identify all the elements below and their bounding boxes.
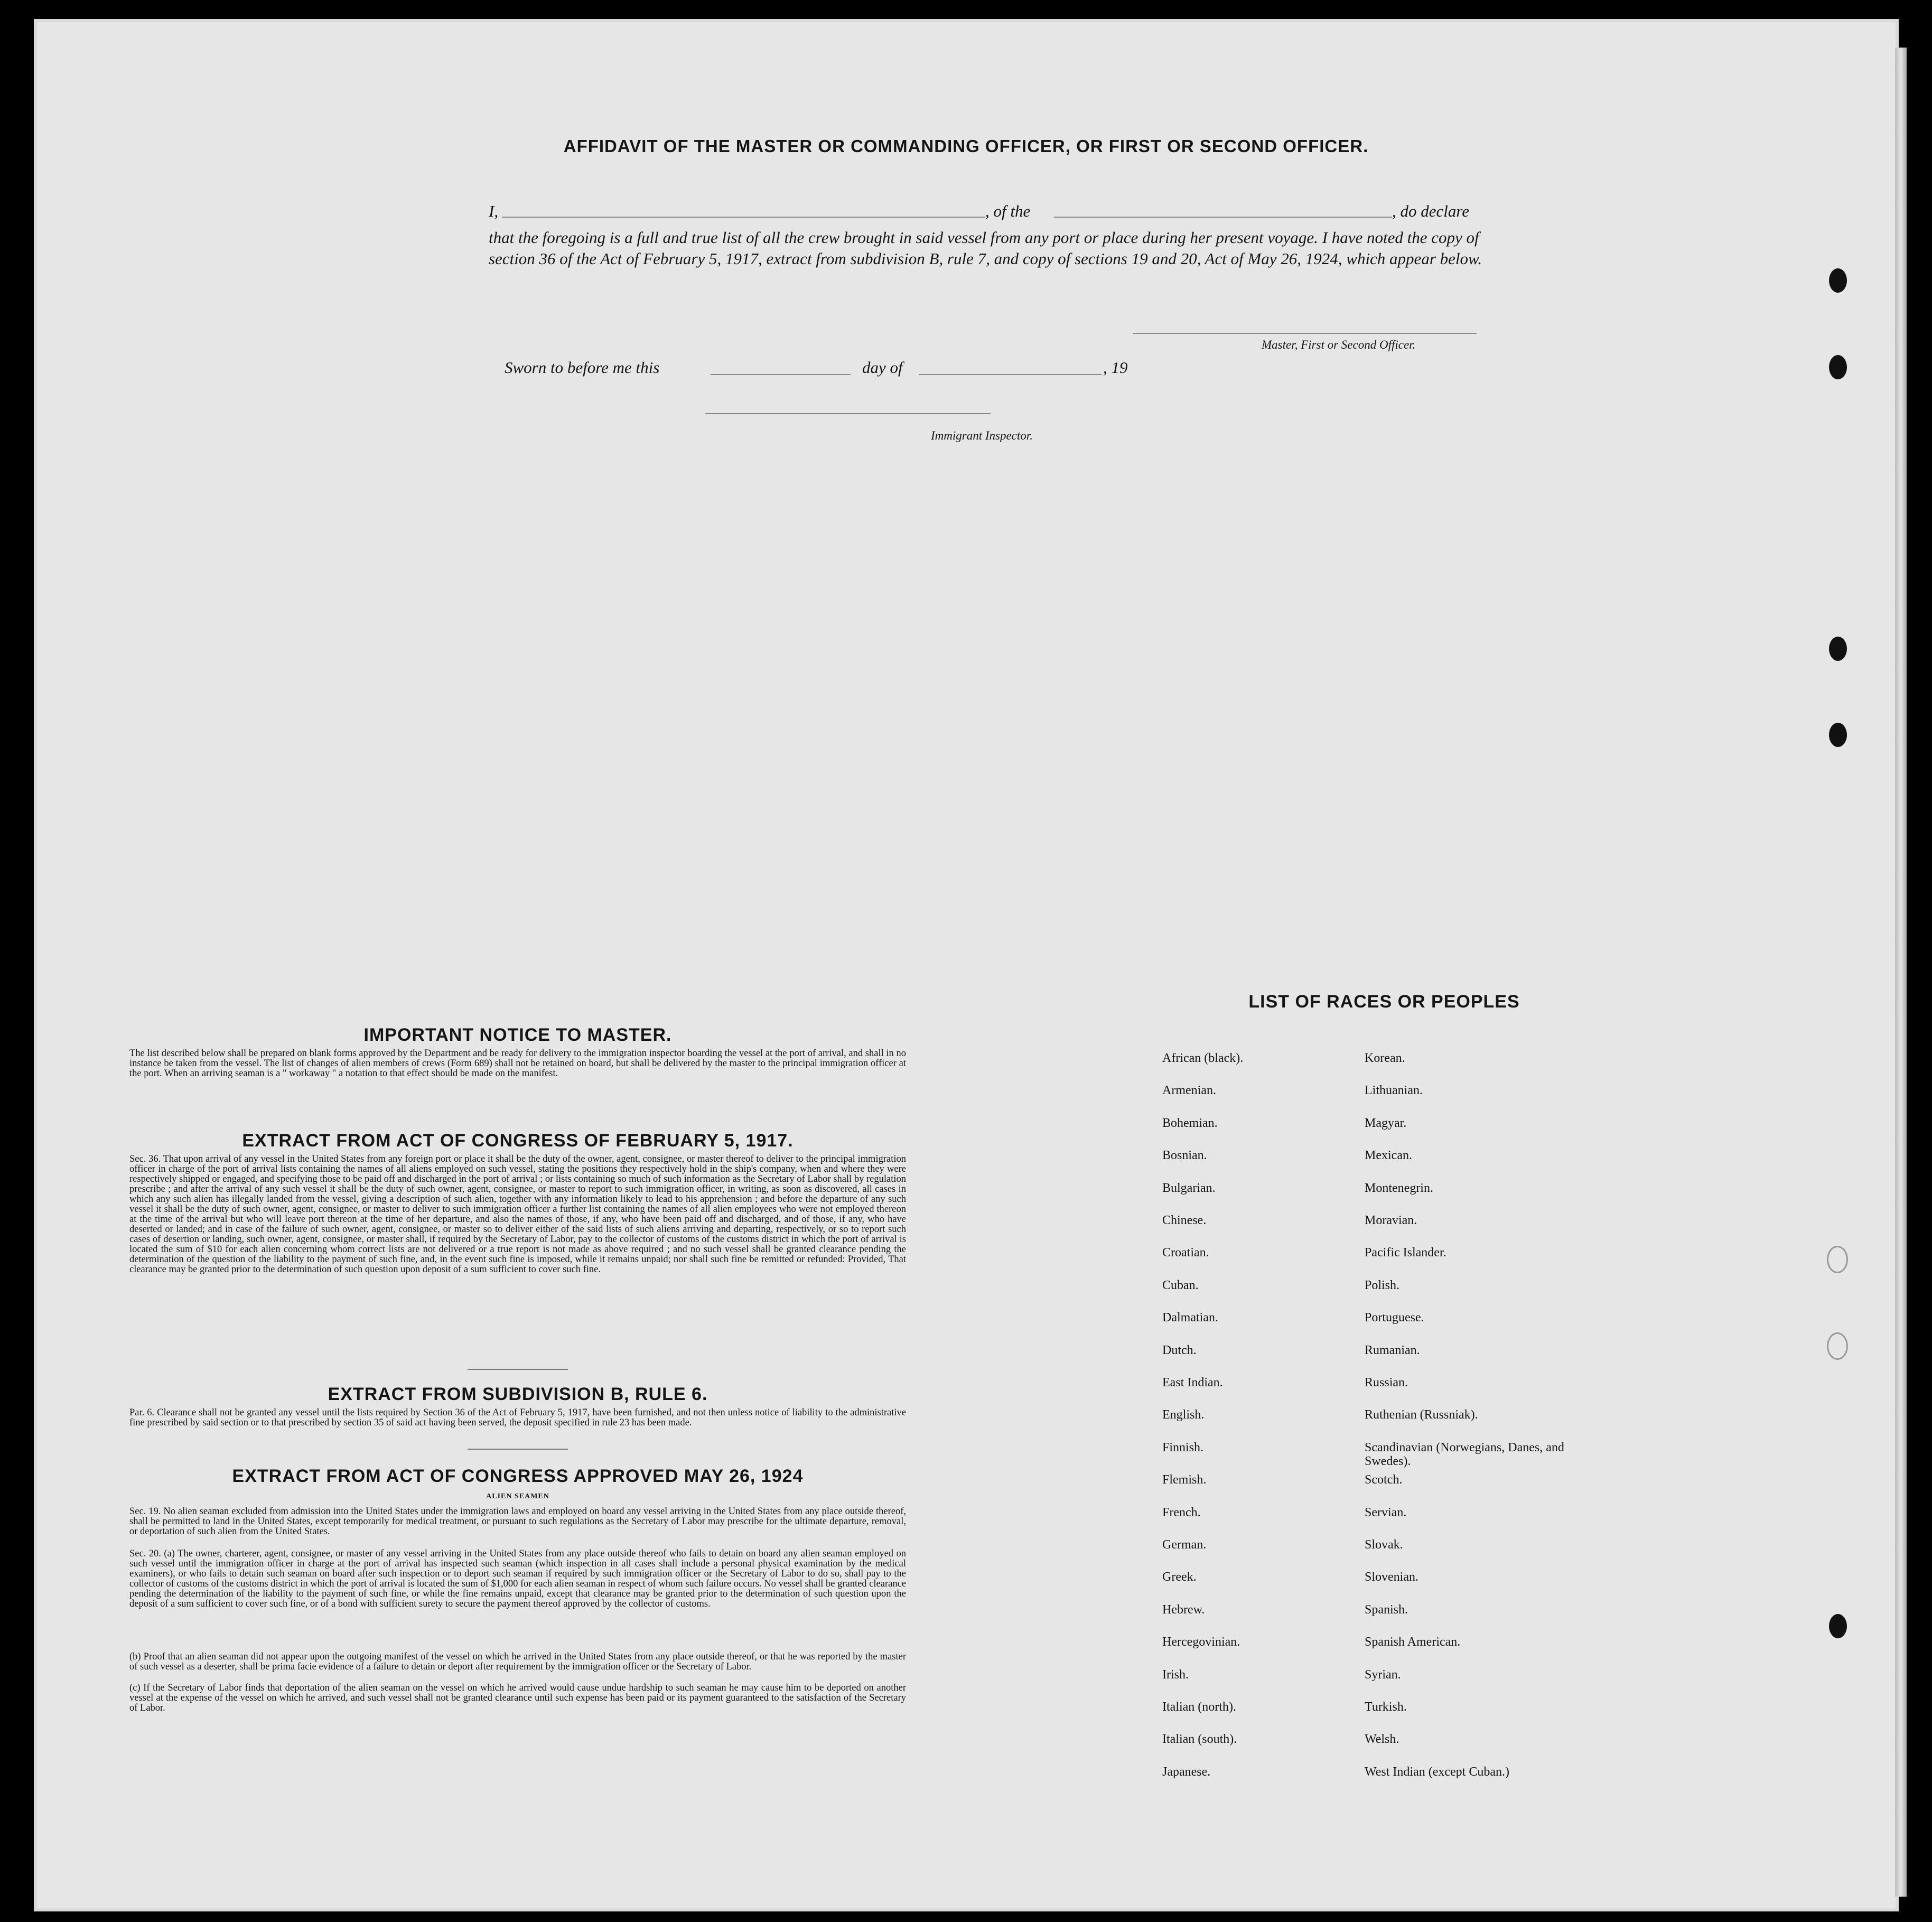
act1924-sec20b: (b) Proof that an alien seaman did not appear upon the outgoing manifest of the vessel on which he arrived in the United States from any place outside thereof, or that he was reported by the master of such vessel as a deserter, shall be prima facie evidence of a failure to detain or deport after requirement by the immigration officer or the Secretary of Labor. [129,1652,906,1672]
sworn-label: Sworn to before me this [505,358,660,377]
punch-hole [1827,1332,1848,1360]
race-item: Syrian. [1365,1667,1401,1682]
race-item: Hercegovinian. [1162,1635,1240,1649]
act1924-subtitle: ALIEN SEAMEN [486,1492,549,1500]
inspector-signature-line[interactable] [705,413,991,414]
race-item: Greek. [1162,1570,1197,1584]
affidavit-declare: , do declare [1392,202,1470,220]
page-edge [1895,48,1907,1897]
race-item: Montenegrin. [1365,1181,1433,1195]
affidavit-title: AFFIDAVIT OF THE MASTER OR COMMANDING OFFICER, OR FIRST OR SECOND OFFICER. [563,136,1369,156]
notice-title: IMPORTANT NOTICE TO MASTER. [363,1025,672,1045]
year-label: , 19 [1103,358,1128,377]
race-item: Russian. [1365,1376,1408,1389]
race-item: Chinese. [1162,1214,1207,1227]
race-item: Slovenian. [1365,1570,1418,1584]
race-item: Bosnian. [1162,1149,1207,1163]
race-item: Polish. [1365,1278,1400,1292]
race-item: Scotch. [1365,1473,1403,1487]
act1924-sec19: Sec. 19. No alien seaman excluded from admission into the United States under the immigration laws and employed on board any vessel arriving in the United States from any place outside thereof, shall be permitted to land in the United States, except temporarily for medical treatment, or pursuant to such regulations as the Secretary of Labor may prescribe for the ultimate departure, removal, or deportation of such alien from the United States. [129,1506,906,1537]
name-blank[interactable] [502,217,985,218]
race-item: Welsh. [1365,1732,1399,1747]
race-item: Spanish. [1365,1602,1408,1617]
race-item: Spanish American. [1365,1635,1461,1649]
race-item: Japanese. [1162,1765,1211,1779]
master-signature-line[interactable] [1133,333,1477,334]
act1924-sec20c: (c) If the Secretary of Labor finds that deportation of the alien seaman on the vessel on which he arrived would cause undue hardship to such seaman he may cause him to be deported on another vessel at the expense of the vessel on which he arrived, and such vessel shall not be granted clearance until such expense has been paid or its payment guaranteed to the satisfaction of the Secretary of Labor. [129,1683,906,1713]
race-item: Irish. [1162,1667,1189,1682]
punch-hole [1829,637,1847,661]
race-item: Pacific Islander. [1365,1246,1446,1260]
punch-hole [1827,1246,1848,1273]
act1924-sec20a: Sec. 20. (a) The owner, charterer, agent, consignee, or master of any vessel arriving in the United States from any place outside thereof who fails to detain on board any alien seaman employed on such vessel until the immigration officer in charge at the port of arrival has inspected such seaman (which inspection in all cases shall include a personal physical examination by the medical examiners), or who fails to detain such seaman on board after such inspection or to deport such seaman if required by such immigration officer or the Secretary of Labor to do so, shall pay to the collector of customs of the customs district in which the port of arrival is located the sum of $1,000 for each alien seaman in respect of whom such failure occurs. No vessel shall be granted clearance pending the determination of the liability to the payment of such fine, or while the fine remains unpaid, except that clearance may be granted prior to the determination of such question upon the deposit of a sum sufficient to cover such fine, or of a bond with sufficient surety to secure the payment thereof approved by the collector of customs. [129,1548,906,1609]
punch-hole [1829,723,1847,747]
section-divider [468,1369,568,1370]
day-of-label: day of [862,358,903,377]
document-page [37,22,1896,1908]
section-divider [468,1449,568,1450]
race-item: West Indian (except Cuban.) [1365,1765,1509,1779]
race-item: Scandinavian (Norwegians, Danes, and Swedes). [1365,1440,1564,1468]
race-item: Dalmatian. [1162,1311,1218,1325]
inspector-label: Immigrant Inspector. [931,429,1033,442]
affidavit-body: that the foregoing is a full and true list of all the crew brought in said vessel from any port or place during her present voyage. I have noted the copy of section 36 of the Act of February 5, 1917, extract from subdivision B, rule 7, and copy of sections 19 and 20, Act of May 26, 1924, which appear below. [489,228,1482,268]
punch-hole [1829,355,1847,379]
race-item: Bohemian. [1162,1116,1218,1130]
race-item: Mexican. [1365,1149,1412,1163]
notice-text: The list described below shall be prepared on blank forms approved by the Department and be ready for delivery to the immigration inspector boarding the vessel at the port of arrival, and shall in no instance be taken from the vessel. The list of changes of alien members of crews (Form 689) shall not be retained on board, but shall be delivered by the master to the principal immigration officer at the port. When an arriving seaman is a " workaway " a notation to that effect should be made on the manifest. [129,1048,906,1079]
race-item: Dutch. [1162,1343,1197,1357]
race-item: Lithuanian. [1365,1084,1423,1098]
punch-hole [1829,268,1847,293]
vessel-blank[interactable] [1054,217,1392,218]
race-item: Bulgarian. [1162,1181,1216,1195]
race-item: Armenian. [1162,1084,1216,1098]
master-signature-label: Master, First or Second Officer. [1262,338,1416,351]
sworn-month-blank[interactable] [919,374,1102,375]
race-item: French. [1162,1505,1201,1519]
race-item: East Indian. [1162,1376,1223,1389]
race-item: Portuguese. [1365,1311,1424,1325]
race-item: Italian (south). [1162,1732,1237,1747]
race-item: African (black). [1162,1051,1244,1065]
race-item: Finnish. [1162,1440,1204,1454]
race-item: Italian (north). [1162,1700,1236,1714]
act1924-title: EXTRACT FROM ACT OF CONGRESS APPROVED MAY 26, 1924 [232,1466,804,1486]
race-item: Turkish. [1365,1700,1407,1714]
act1917-text: Sec. 36. That upon arrival of any vessel in the United States from any foreign port or place it shall be the duty of the owner, agent, consignee, or master thereof to deliver to the principal immigration officer in charge of the port of arrival lists containing the names of all aliens employed on such vessel, stating the positions they respectively hold in the ship's company, when and where they were respectively shipped or engaged, and specifying those to be paid off and discharged in the port of arrival ; or lists containing so much of such information as the Secretary of Labor shall by regulation prescribe ; and after the arrival of any such vessel it shall be the duty of such owner, agent, consignee, or master to report to such immigration officer, in writing, as soon as discovered, all cases in which any such alien has illegally landed from the vessel, giving a description of such alien, together with any information likely to lead to his apprehension ; and before the departure of any such vessel it shall be the duty of such owner, agent, consignee, or master to deliver to such immigration officer a further list containing the names of all alien employees who were not employed thereon at the time of the arrival but who will leave port thereon at the time of her departure, and also the names of those, if any, who have been paid off and discharged, and of those, if any, who have deserted or landed; and in case of the failure of such owner, agent, consignee, or master so to deliver either of the said lists of such aliens arriving and departing, respectively, or so to report such cases of desertion or landing, such owner, agent, consignee, or master shall, if required by the Secretary of Labor, pay to the collector of customs of the customs district in which the port of arrival is located the sum of $10 for each alien concerning whom correct lists are not delivered or a true report is not made as above required ; and no such vessel shall be granted clearance pending the determination of the question of the liability to the payment of such fine, and, in the event such fine is imposed, while it remains unpaid; nor shall such fine be remitted or refunded: Provided, That clearance may be granted prior to the determination of such question upon deposit of a sum sufficient to cover such fine. [129,1154,906,1275]
race-item: Hebrew. [1162,1602,1205,1617]
race-item: Servian. [1365,1505,1407,1519]
race-item: English. [1162,1408,1205,1422]
race-item: Cuban. [1162,1278,1199,1292]
affidavit-of-the: , of the [985,202,1031,220]
race-item: Moravian. [1365,1214,1417,1227]
rule6-title: EXTRACT FROM SUBDIVISION B, RULE 6. [328,1384,708,1404]
race-item: Korean. [1365,1051,1405,1065]
race-item: Croatian. [1162,1246,1209,1260]
sworn-day-blank[interactable] [711,374,851,375]
act1917-title: EXTRACT FROM ACT OF CONGRESS OF FEBRUARY 5, 1917. [242,1131,794,1151]
punch-hole [1829,1614,1847,1638]
affidavit-i-label: I, [489,202,499,220]
race-item: Slovak. [1365,1538,1403,1552]
races-title: LIST OF RACES OR PEOPLES [1248,992,1520,1012]
race-item: German. [1162,1538,1207,1552]
race-item: Ruthenian (Russniak). [1365,1408,1478,1422]
race-item: Flemish. [1162,1473,1207,1487]
rule6-text: Par. 6. Clearance shall not be granted any vessel until the lists required by Section 36 of the Act of February 5, 1917, have been furnished, and not then unless notice of liability to the administrative fine prescribed by said section or to that prescribed by section 35 of said act having been served, the deposit specified in rule 23 has been made. [129,1407,906,1428]
race-item: Magyar. [1365,1116,1407,1130]
race-item: Rumanian. [1365,1343,1420,1357]
